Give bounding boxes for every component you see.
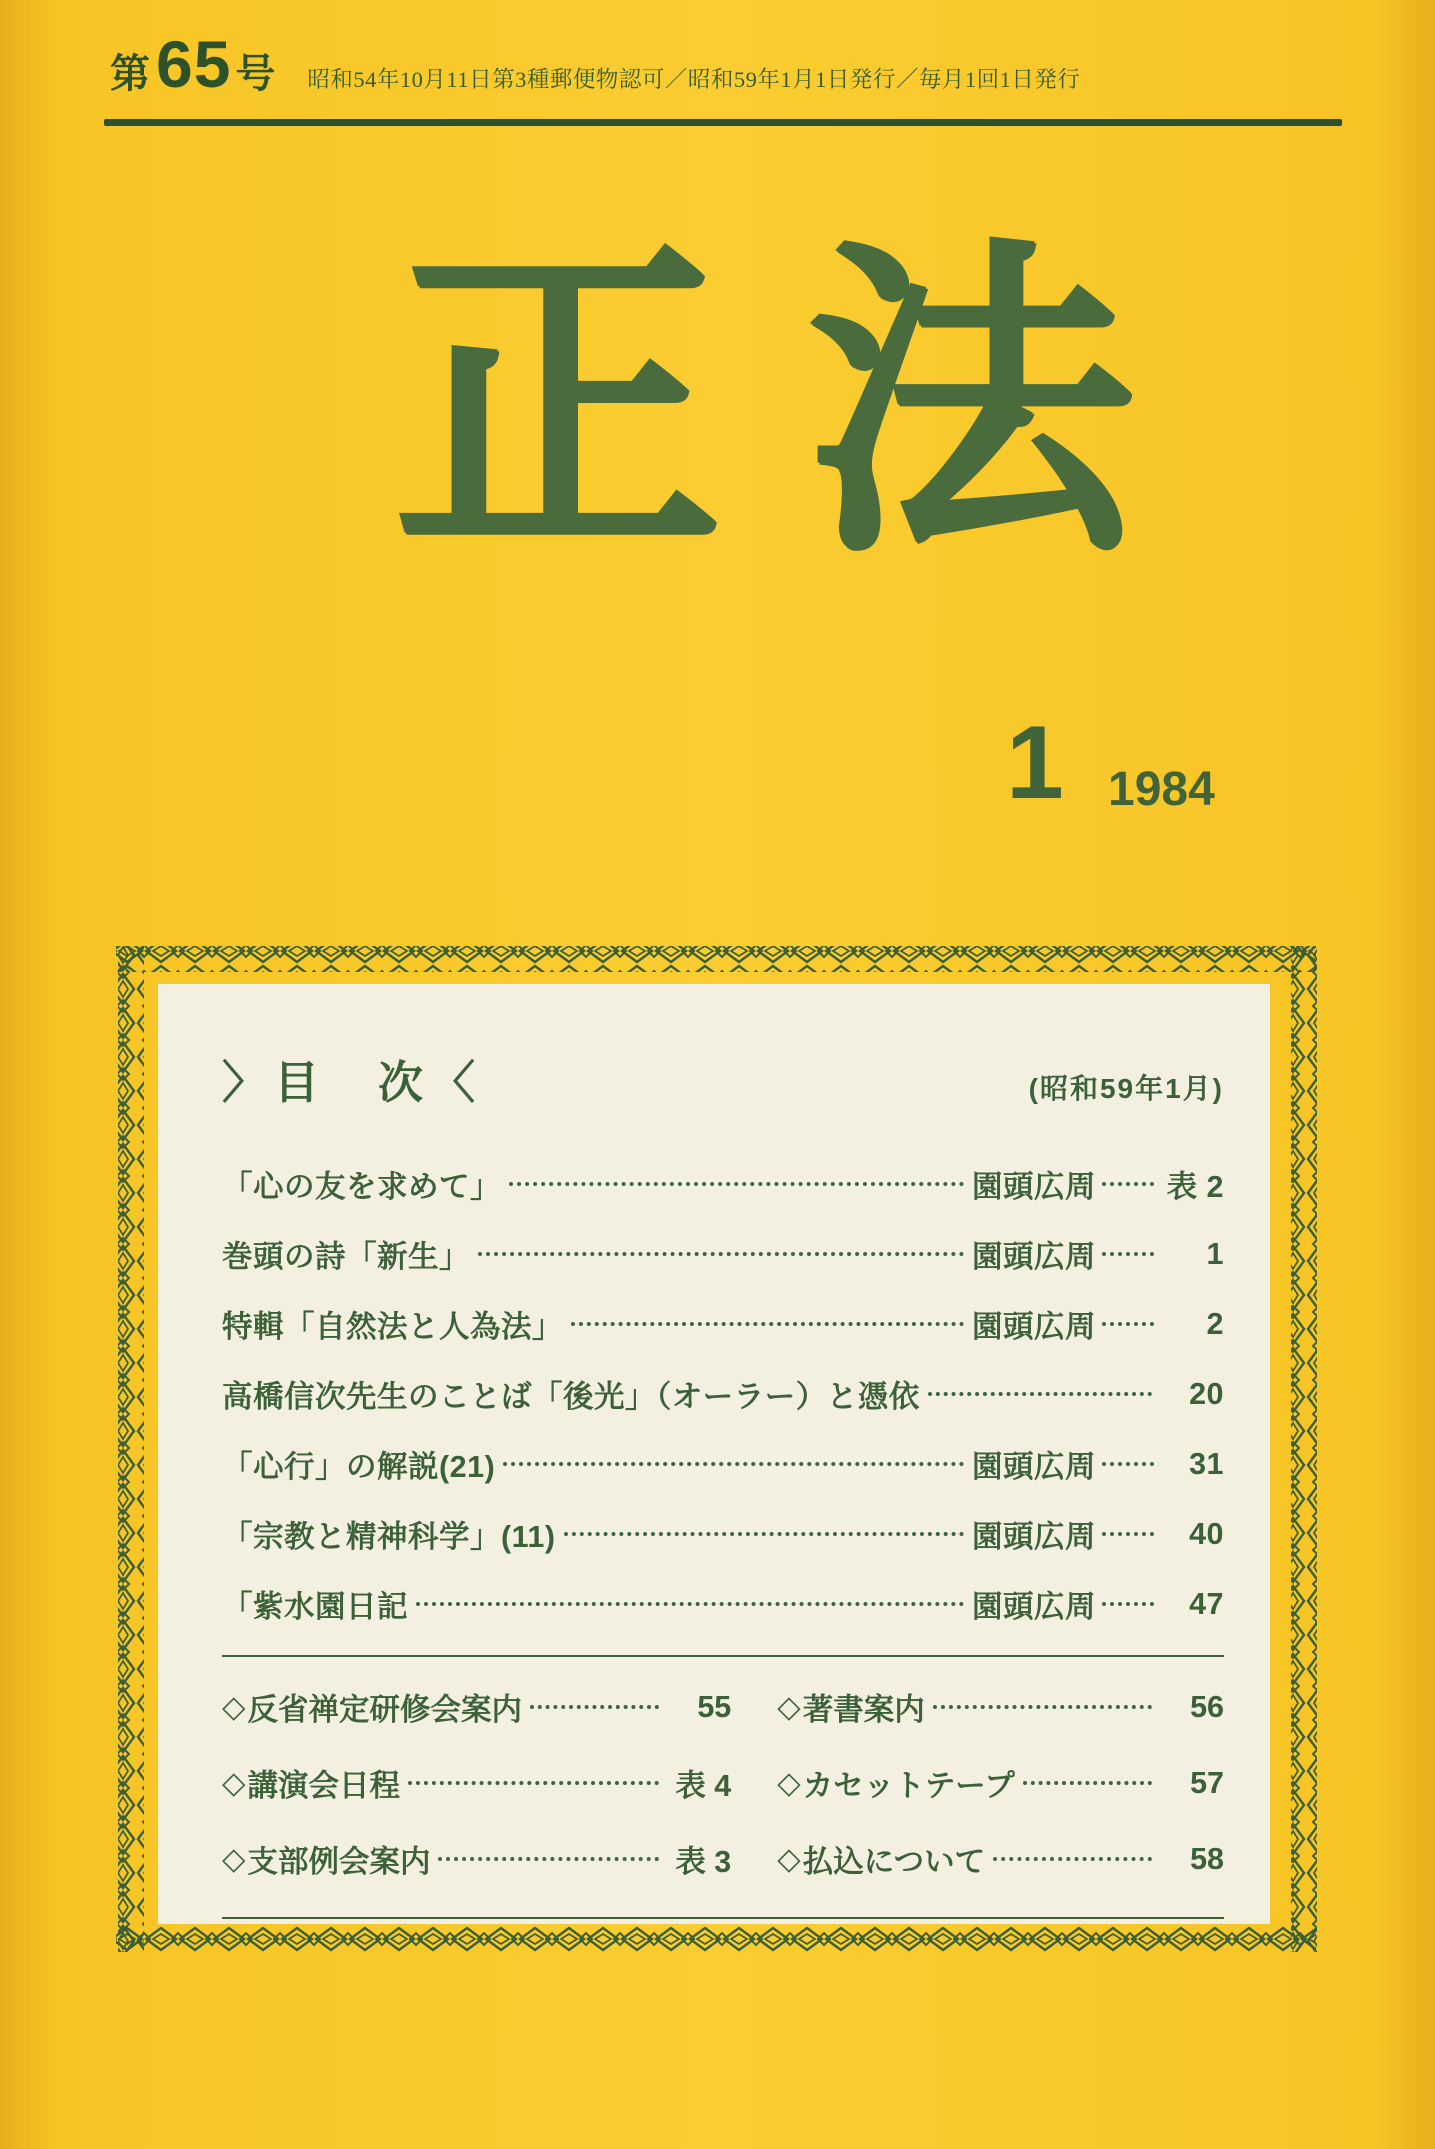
dot-leader <box>1102 1252 1154 1256</box>
toc-item <box>222 1499 1224 1569</box>
dot-leader <box>503 1462 964 1466</box>
issue-suffix: 号 <box>235 52 278 96</box>
toc-item <box>222 1289 1224 1359</box>
toc-heading: 〉目 次〈 <box>222 1057 483 1108</box>
toc-extras <box>222 1669 1224 1897</box>
diamond-icon: ◇ <box>222 1841 246 1876</box>
diamond-icon: ◇ <box>222 1689 246 1724</box>
toc-extra-item <box>777 1821 1224 1897</box>
toc-item-author: 園頭広周 <box>972 1310 1096 1344</box>
toc-item <box>222 1359 1224 1429</box>
diamond-icon: ◇ <box>777 1689 801 1724</box>
toc-extra-page: 56 <box>1190 1689 1224 1724</box>
toc-header-row <box>222 1046 1224 1111</box>
toc-item-page: 表 2 <box>1166 1170 1224 1204</box>
toc-item-author: 園頭広周 <box>972 1520 1096 1554</box>
dot-leader <box>564 1532 964 1536</box>
toc-divider-top <box>222 1655 1224 1657</box>
toc-item-page: 2 <box>1206 1306 1224 1341</box>
diamond-icon: ◇ <box>777 1765 801 1800</box>
dot-leader <box>416 1602 964 1606</box>
toc-item-author: 園頭広周 <box>972 1170 1096 1204</box>
dot-leader <box>509 1182 964 1186</box>
dot-leader <box>1102 1462 1154 1466</box>
toc-extra-label: 反省禅定研修会案内 <box>247 1693 522 1727</box>
toc-extra-label: 支部例会案内 <box>247 1845 431 1879</box>
toc-item-title: 特輯「自然法と人為法」 <box>222 1310 563 1344</box>
diamond-icon: ◇ <box>222 1765 246 1800</box>
toc-item <box>222 1149 1224 1219</box>
toc-item-title: 「紫水園日記 <box>222 1590 408 1624</box>
toc-list <box>222 1149 1224 1639</box>
dot-leader <box>993 1857 1152 1861</box>
dot-leader <box>1102 1532 1154 1536</box>
toc-extra-item <box>222 1669 731 1745</box>
toc-item-title: 巻頭の詩「新生」 <box>222 1240 470 1274</box>
toc-extra-label: 著書案内 <box>802 1693 925 1727</box>
dot-leader <box>933 1705 1152 1709</box>
issue-number: 65 <box>156 27 232 101</box>
toc-extra-item <box>222 1821 731 1897</box>
issue-prefix: 第 <box>110 52 152 96</box>
toc-item-page: 31 <box>1189 1446 1224 1481</box>
dot-leader <box>1102 1602 1154 1606</box>
dot-leader <box>571 1322 964 1326</box>
toc-item <box>222 1569 1224 1639</box>
toc-date-label: (昭和59年1月) <box>1028 1073 1224 1104</box>
toc-item-page: 40 <box>1189 1516 1224 1551</box>
registration-line: 昭和54年10月11日第3種郵便物認可／昭和59年1月1日発行／毎月1回1日発行 <box>307 67 1081 92</box>
toc-item-author: 園頭広周 <box>972 1450 1096 1484</box>
dot-leader <box>1023 1781 1152 1785</box>
toc-divider-bottom <box>222 1917 1224 1919</box>
toc-item-page: 20 <box>1189 1376 1224 1411</box>
toc-extra-item <box>777 1669 1224 1745</box>
toc-extra-page: 表 4 <box>675 1769 732 1803</box>
cover-title: 正法 <box>392 208 1216 596</box>
toc-item-page: 1 <box>1206 1236 1224 1271</box>
toc-extra-item <box>777 1745 1224 1821</box>
dot-leader <box>1102 1182 1154 1186</box>
toc-item <box>222 1219 1224 1289</box>
toc-extras-right-column <box>777 1669 1224 1897</box>
issue-month: 1 <box>1006 705 1064 821</box>
toc-extra-page: 58 <box>1190 1841 1224 1876</box>
toc-extras-left-column <box>222 1669 731 1897</box>
toc-extra-label: 払込について <box>802 1845 986 1879</box>
toc-item-author: 園頭広周 <box>972 1240 1096 1274</box>
toc-block <box>110 938 1325 1960</box>
issue-year: 1984 <box>1108 763 1215 816</box>
masthead-rule <box>104 119 1342 126</box>
diamond-icon: ◇ <box>777 1841 801 1876</box>
toc-item-title: 「心の友を求めて」 <box>222 1170 501 1204</box>
toc-item <box>222 1429 1224 1499</box>
toc-extra-label: カセットテープ <box>802 1769 1015 1803</box>
toc-extra-page: 57 <box>1190 1765 1224 1800</box>
toc-item-title: 「宗教と精神科学」(11) <box>222 1520 556 1554</box>
dot-leader <box>1102 1322 1154 1326</box>
toc-extra-label: 講演会日程 <box>247 1769 400 1803</box>
toc-item-author: 園頭広周 <box>972 1590 1096 1624</box>
toc-extra-item <box>222 1745 731 1821</box>
dot-leader <box>530 1705 659 1709</box>
toc-extra-page: 55 <box>697 1689 732 1724</box>
toc-paper <box>158 984 1270 1924</box>
dot-leader <box>438 1857 659 1861</box>
toc-item-title: 「心行」の解説(21) <box>222 1450 496 1484</box>
dot-leader <box>478 1252 964 1256</box>
dot-leader <box>928 1392 1152 1396</box>
toc-item-page: 47 <box>1189 1586 1224 1621</box>
toc-extra-page: 表 3 <box>675 1845 732 1879</box>
toc-item-title: 高橋信次先生のことば「後光」（オーラー）と憑依 <box>222 1380 920 1414</box>
issue-date <box>1000 706 1260 826</box>
dot-leader <box>408 1781 659 1785</box>
masthead <box>110 26 1350 102</box>
